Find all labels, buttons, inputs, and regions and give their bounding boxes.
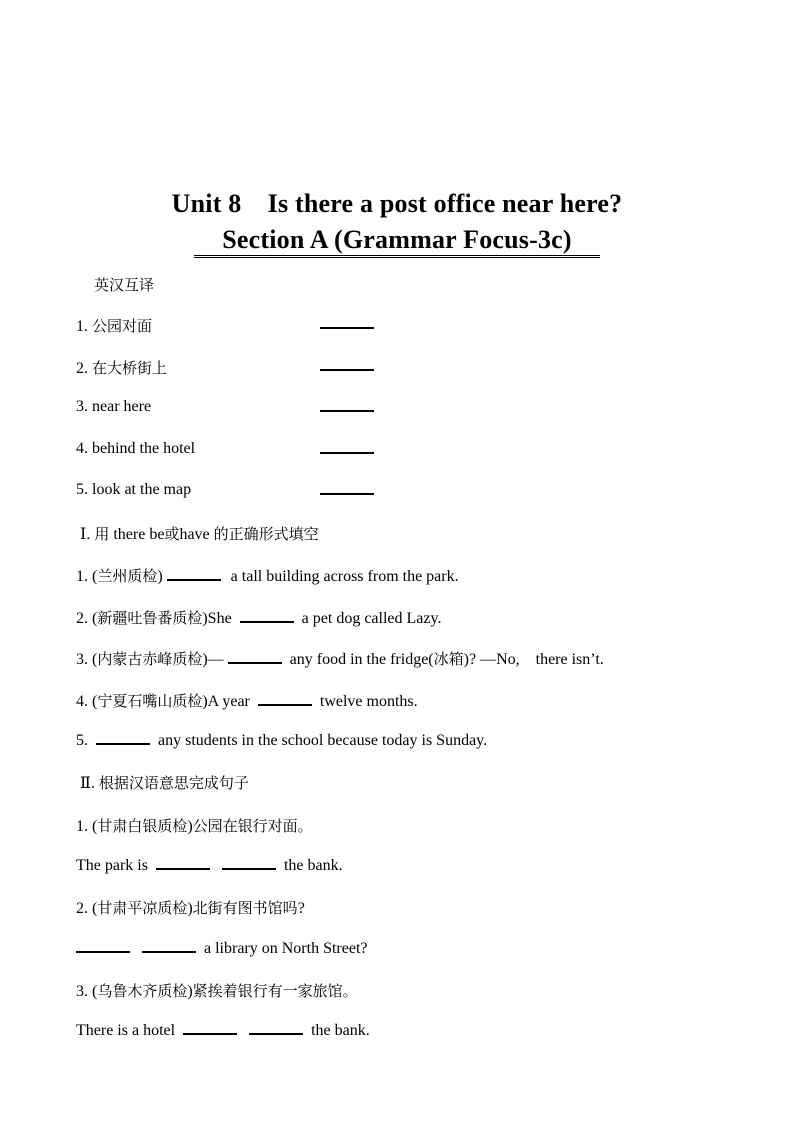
q-source: 甘肃平凉质检 [97, 899, 188, 917]
item-text: 在大桥街上 [92, 359, 168, 377]
part2-question-3 [76, 980, 358, 1001]
part2-answer-2 [76, 939, 368, 958]
answer-tail: the bank. [311, 1022, 370, 1039]
q-prefix: 2. ( [76, 900, 98, 917]
q-source: 乌鲁木齐质检 [97, 982, 188, 1000]
vocab-item-4 [76, 440, 195, 458]
item-text: near here [92, 398, 152, 415]
q-close: )A year [202, 693, 250, 710]
q-text: a tall building across from the park. [230, 568, 459, 585]
answer-blank[interactable] [320, 398, 374, 412]
q-prefix: 2. ( [76, 610, 98, 627]
q-source: 新疆吐鲁番质检 [97, 609, 203, 627]
vocab-item-1 [76, 315, 152, 336]
q-close: ) [157, 568, 163, 585]
part1-question-1 [76, 565, 459, 586]
q-source: 宁夏石嘴山质检 [97, 692, 203, 710]
part1-question-5 [76, 731, 487, 750]
q-text: any students in the school because today is Sunday. [158, 732, 488, 749]
part1-question-2 [76, 607, 441, 628]
part1-heading-e: 的正确形式填空 [213, 525, 319, 543]
q-text-end: )? —No, there isn’t. [463, 651, 604, 668]
item-number: 4. [76, 440, 88, 457]
item-number: 2. [76, 360, 88, 377]
answer-tail: the bank. [283, 857, 343, 874]
q-chinese: 北街有图书馆吗 [192, 899, 298, 917]
answer-blank[interactable] [320, 440, 374, 454]
q-end: ? [297, 900, 305, 917]
part2-question-2 [76, 897, 305, 918]
q-text: any food in the fridge( [289, 651, 434, 668]
page-subtitle [0, 225, 794, 255]
item-text: look at the map [92, 481, 192, 498]
q-prefix: 1. ( [76, 818, 98, 835]
q-prefix: 5. [76, 732, 88, 749]
vocab-item-5 [76, 481, 191, 499]
page-title: Unit 8 Is there a post office near here? [171, 189, 623, 218]
answer-blank[interactable] [240, 609, 294, 623]
part2-heading [80, 772, 249, 793]
item-number: 5. [76, 481, 88, 498]
answer-blank[interactable] [320, 357, 374, 371]
q-chinese: 紧挨着银行有一家旅馆。 [192, 982, 358, 1000]
item-number: 3. [76, 398, 88, 415]
vocab-heading: 英汉互译 [94, 276, 155, 294]
answer-blank[interactable] [320, 315, 374, 329]
part2-question-1 [76, 815, 313, 836]
answer-lead: The park is [76, 857, 148, 874]
answer-blank[interactable] [258, 692, 312, 706]
answer-blank[interactable] [167, 567, 221, 581]
q-source: 兰州质检 [97, 567, 158, 585]
part1-numeral: Ⅰ. [80, 526, 91, 543]
answer-blank[interactable] [320, 481, 374, 495]
answer-blank[interactable] [96, 731, 150, 745]
part2-answer-3 [76, 1021, 370, 1040]
part1-heading-d: have [179, 526, 210, 543]
part2-heading-text: 根据汉语意思完成句子 [98, 774, 249, 792]
q-close: ) [187, 818, 193, 835]
q-prefix: 3. ( [76, 983, 98, 1000]
q-text: twelve months. [319, 693, 418, 710]
answer-blank[interactable] [249, 1021, 303, 1035]
q-source: 甘肃白银质检 [97, 817, 188, 835]
answer-blank[interactable] [222, 856, 276, 870]
answer-tail: a library on North Street? [204, 940, 368, 957]
answer-blank[interactable] [183, 1021, 237, 1035]
part1-heading-a: 用 [94, 525, 110, 543]
part1-question-3 [76, 648, 604, 669]
item-text: 公园对面 [92, 317, 153, 335]
q-prefix: 1. ( [76, 568, 98, 585]
part1-question-4 [76, 690, 418, 711]
q-source: 内蒙古赤峰质检 [97, 650, 203, 668]
part1-heading-b: there be [113, 526, 165, 543]
q-close: ) [187, 983, 193, 1000]
q-close: ) [187, 900, 193, 917]
answer-blank[interactable] [156, 856, 210, 870]
subtitle-text: Section A (Grammar Focus-3c) [194, 225, 600, 258]
vocab-item-3 [76, 398, 151, 416]
part2-numeral: Ⅱ. [80, 775, 95, 792]
q-close: )— [202, 651, 224, 668]
part1-heading [80, 523, 319, 544]
answer-blank[interactable] [228, 650, 282, 664]
q-prefix: 3. ( [76, 651, 98, 668]
item-text: behind the hotel [92, 440, 196, 457]
q-word: 冰箱 [433, 650, 464, 668]
answer-blank[interactable] [76, 939, 130, 953]
q-close: )She [202, 610, 232, 627]
part2-answer-1 [76, 856, 343, 875]
item-number: 1. [76, 318, 88, 335]
vocab-item-2 [76, 357, 167, 378]
part1-heading-c: 或 [164, 525, 180, 543]
answer-blank[interactable] [142, 939, 196, 953]
answer-lead: There is a hotel [76, 1022, 176, 1039]
q-text: a pet dog called Lazy. [301, 610, 442, 627]
q-prefix: 4. ( [76, 693, 98, 710]
q-chinese: 公园在银行对面。 [192, 817, 313, 835]
